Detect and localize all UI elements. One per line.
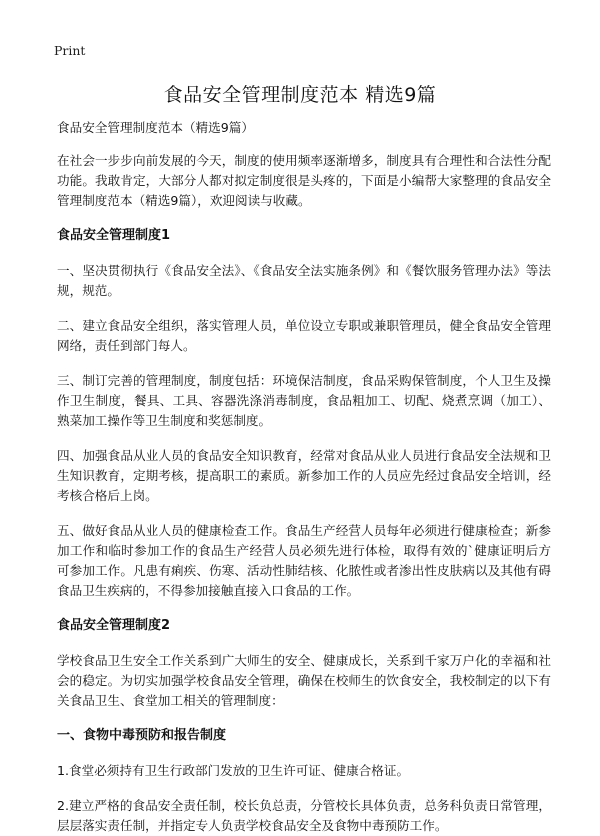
page-title: 食品安全管理制度范本 精选9篇 [163,84,437,106]
intro-paragraph: 在社会一步步向前发展的今天，制度的使用频率逐渐增多，制度具有合理性和合法性分配功能。我敢肯定，大部分人都对拟定制度很是头疼的，下面是小编帮大家整理的食品安全管理制度范本（精选9篇），欢迎阅读与收藏。 [57,153,551,208]
paragraph: 1.食堂必须持有卫生行政部门发放的卫生许可证、健康合格证。 [57,763,410,778]
paragraph: 五、做好食品从业人员的健康检查工作。食品生产经营人员每年必须进行健康检查；新参加工作和临时参加工作的食品生产经营人员必须先进行体检，取得有效的`健康证明后方可参加工作。凡患有痢疾、伤寒、活动性肺结核、化脓性或者渗出性皮肤病以及其他有碍食品卫生疾病的，不得参加接触直接入口食品的工作。 [57,523,551,598]
paragraph: 三、制订完善的管理制度，制度包括：环境保洁制度，食品采购保管制度，个人卫生及操作卫生制度，餐具、工具、容器洗涤消毒制度，食品粗加工、切配、烧煮烹调（加工）、熟菜加工操作等卫生制度和奖惩制度。 [57,373,551,428]
section-heading-1: 食品安全管理制度1 [57,228,171,243]
paragraph: 2.建立严格的食品安全责任制，校长负总责，分管校长具体负责，总务科负责日常管理，层层落实责任制，并指定专人负责学校食品安全及食物中毒预防工作。 [57,798,551,833]
paragraph: 学校食品卫生安全工作关系到广大师生的安全、健康成长，关系到千家万户化的幸福和社会的稳定。为切实加强学校食品安全管理，确保在校师生的饮食安全，我校制定的以下有关食品卫生、食堂加工相关的管理制度： [57,653,551,708]
paragraph: 一、坚决贯彻执行《食品安全法》、《食品安全法实施条例》和《餐饮服务管理办法》等法规，规范。 [57,263,551,298]
article-body [57,118,551,836]
paragraph: 二、建立食品安全组织，落实管理人员，单位设立专职或兼职管理员，健全食品安全管理网络，责任到部门每人。 [57,318,551,353]
paragraph: 四、加强食品从业人员的食品安全知识教育，经常对食品从业人员进行食品安全法规和卫生知识教育，定期考核，提高职工的素质。新参加工作的人员应先经过食品安全培训，经考核合格后上岗。 [57,448,551,503]
section-heading-2: 食品安全管理制度2 [57,618,171,633]
article-subtitle: 食品安全管理制度范本（精选9篇） [57,120,254,135]
sub-heading: 一、食物中毒预防和报告制度 [57,728,227,743]
print-link[interactable]: Print [54,43,86,58]
